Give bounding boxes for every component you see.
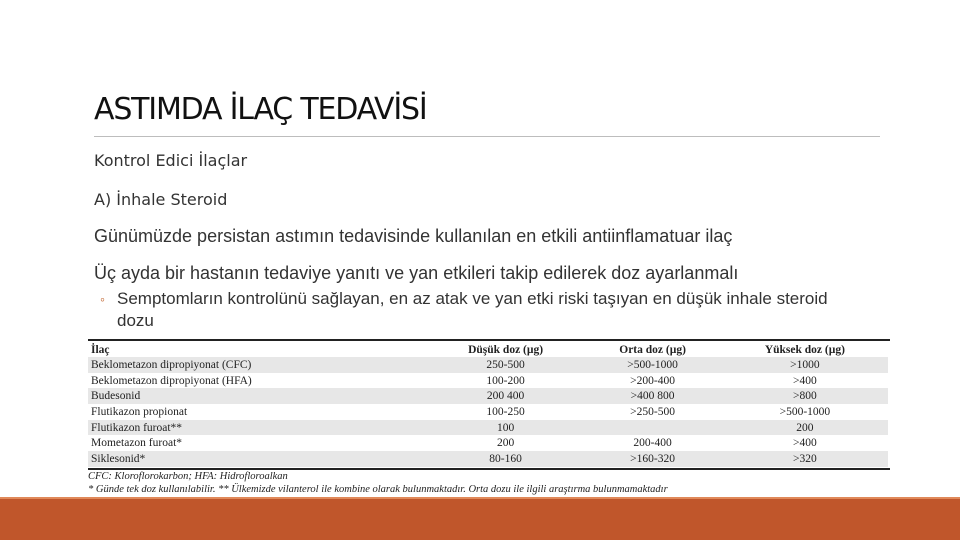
table-header-cell: İlaç (91, 343, 110, 356)
table-row (88, 420, 888, 436)
title-divider (94, 136, 880, 137)
paragraph-1: Günümüzde persistan astımın tedavisinde kullanılan en etkili antiinflamatuar ilaç (94, 226, 733, 246)
table-cell: 100-250 (486, 405, 525, 418)
table-cell: 200 400 (428, 388, 584, 404)
table-header-cell: Yüksek doz (µg) (764, 343, 845, 356)
table-cell: >250-500 (630, 405, 675, 418)
table-cell: >500-1000 (583, 357, 721, 373)
table-cell: >500-1000 (779, 405, 831, 418)
table-cell: >400 (793, 374, 817, 387)
table-row (88, 388, 888, 404)
table-cell: >400 (793, 437, 817, 450)
table-row (88, 435, 888, 451)
table-row (88, 373, 888, 389)
table-row (88, 357, 888, 373)
table-cell: >200-400 (630, 374, 675, 387)
table-top-rule (88, 339, 890, 341)
table-row (88, 451, 888, 467)
table-cell: >160-320 (583, 451, 721, 467)
dose-table (88, 342, 888, 467)
table-cell: >400 800 (583, 388, 721, 404)
table-cell: Beklometazon dipropiyonat (CFC) (88, 357, 428, 373)
table-cell: 200 (496, 437, 515, 450)
section-heading: Kontrol Edici İlaçlar (94, 151, 248, 170)
table-cell: 100 (428, 420, 584, 436)
table-cell: Budesonid (88, 388, 428, 404)
hollow-circle-bullet-icon: ◦ (100, 291, 105, 307)
table-cell: Beklometazon dipropiyonat (HFA) (91, 374, 252, 387)
table-footnote-notes: * Günde tek doz kullanılabilir. ** Ülkemizde vilanterol ile kombine olarak bulunmaktadır. Orta dozu ile ilgili araştırma bulunmamaktadır (88, 484, 668, 495)
page-title: ASTIMDA İLAÇ TEDAVİSİ (94, 92, 427, 127)
table-header-row (88, 342, 888, 357)
table-cell (583, 420, 721, 436)
table-cell: 100-200 (486, 374, 525, 387)
table-header-cell: Orta doz (µg) (619, 343, 686, 356)
table-bottom-rule (88, 468, 890, 470)
table-cell: >1000 (722, 357, 888, 373)
subsection-heading: A) İnhale Steroid (94, 190, 228, 209)
table-cell: 200-400 (633, 437, 672, 450)
table-cell: 80-160 (428, 451, 584, 467)
table-cell: Flutikazon furoat** (88, 420, 428, 436)
table-cell: >800 (722, 388, 888, 404)
bullet-text: Semptomların kontrolünü sağlayan, en az atak ve yan etki riski taşıyan en düşük inhale steroid dozu (117, 289, 828, 330)
dose-table-image (84, 335, 890, 496)
table-footnote-abbreviations: CFC: Kloroflorokarbon; HFA: Hidrofloroalkan (88, 471, 288, 482)
table-cell: Mometazon furoat* (91, 437, 183, 450)
table-cell: >320 (722, 451, 888, 467)
table-cell: Siklesonid* (88, 451, 428, 467)
table-row (88, 404, 888, 420)
paragraph-2: Üç ayda bir hastanın tedaviye yanıtı ve yan etkileri takip edilerek doz ayarlanmalı (94, 263, 739, 283)
footer-accent-bar (0, 499, 960, 540)
table-cell: Flutikazon propionat (91, 405, 188, 418)
table-cell: 250-500 (428, 357, 584, 373)
table-cell: 200 (722, 420, 888, 436)
table-header-cell: Düşük doz (µg) (468, 343, 544, 356)
